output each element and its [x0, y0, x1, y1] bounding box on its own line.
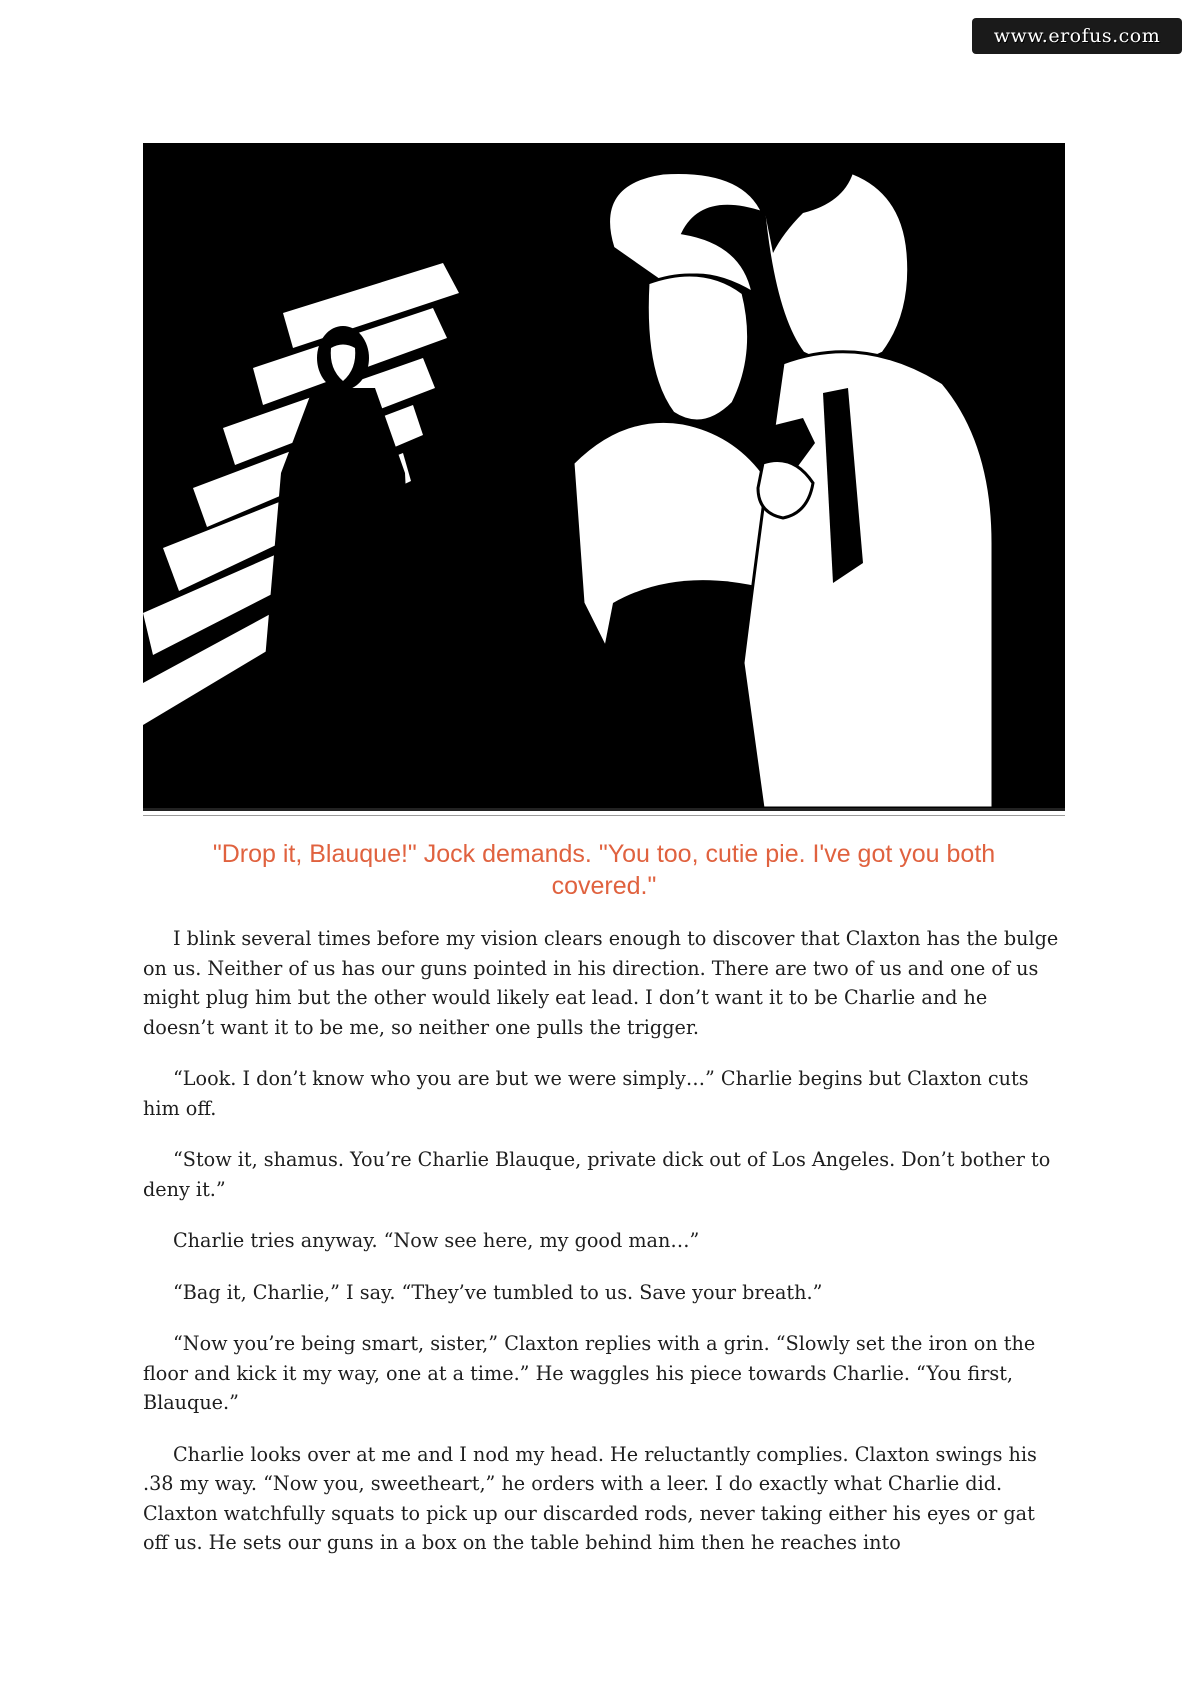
illustration-caption: "Drop it, Blauque!" Jock demands. "You too, cutie pie. I've got you both covered."	[212, 840, 996, 900]
watermark-logo: www.erofus.com	[972, 18, 1182, 54]
paragraph: Charlie looks over at me and I nod my head. He reluctantly complies. Claxton swings his .38 my way. “Now you, sweetheart,” he orders with a leer. I do exactly what Charlie did. Claxton watchfully squats to pick up our discarded rods, never taking either his eyes or gat off us. He sets our guns in a box on the table behind him then he reaches into	[143, 1442, 1037, 1554]
paragraph: I blink several times before my vision clears enough to discover that Claxton has the bulge on us. Neither of us has our guns pointed in his direction. There are two of us and one of us might plug him but the other would likely eat lead. I don’t want it to be Charlie and he doesn’t want it to be me, so neither one pulls the trigger.	[143, 927, 1059, 1039]
paragraph: “Look. I don’t know who you are but we were simply…” Charlie begins but Claxton cuts him off.	[143, 1067, 1029, 1120]
illustration-drawing	[143, 143, 1065, 808]
divider-line-thin	[143, 815, 1065, 816]
noir-illustration	[143, 143, 1065, 808]
paragraph: “Now you’re being smart, sister,” Claxton replies with a grin. “Slowly set the iron on the floor and kick it my way, one at a time.” He waggles his piece towards Charlie. “You first, Blauque.”	[143, 1332, 1036, 1414]
story-text	[143, 924, 1063, 1580]
paragraph: “Stow it, shamus. You’re Charlie Blauque, private dick out of Los Angeles. Don’t bother to deny it.”	[143, 1148, 1051, 1201]
paragraph: Charlie tries anyway. “Now see here, my good man…”	[173, 1229, 700, 1252]
divider-line-thick	[143, 808, 1065, 811]
paragraph: “Bag it, Charlie,” I say. “They’ve tumbled to us. Save your breath.”	[173, 1280, 823, 1304]
